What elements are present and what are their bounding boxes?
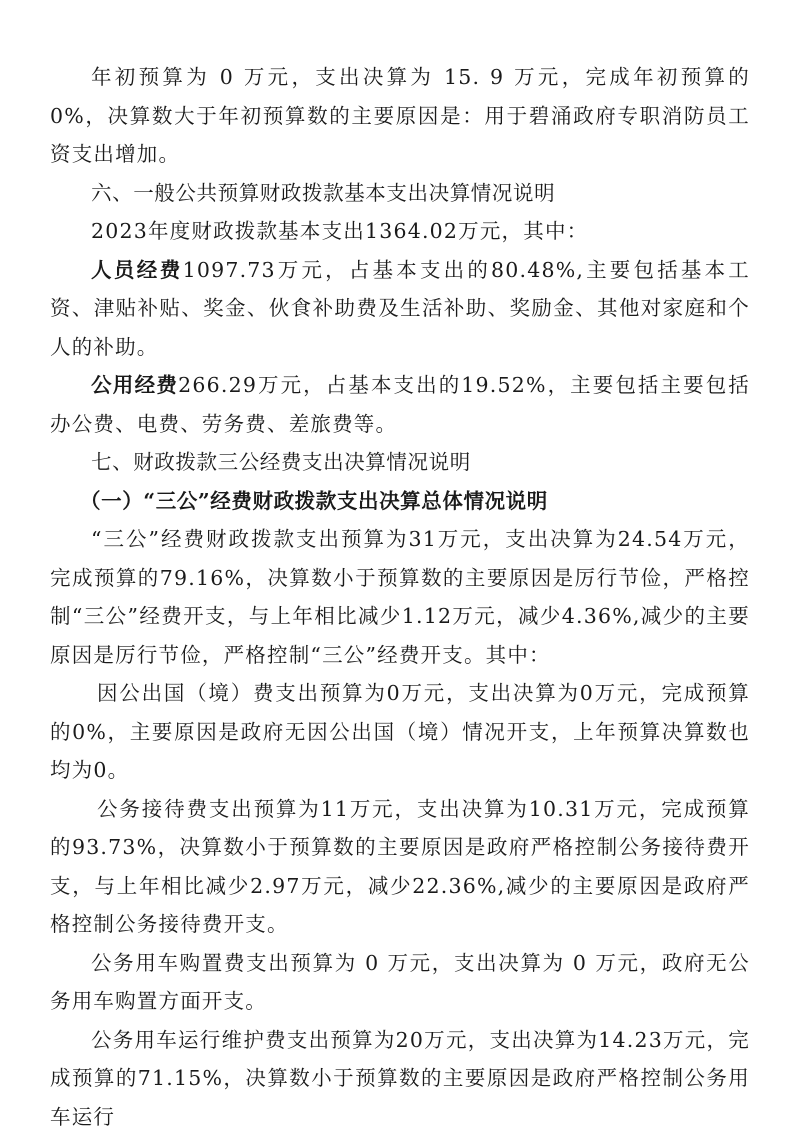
paragraph-three-public-overall: “三公”经费财政拨款支出预算为31万元，支出决算为24.54万元，完成预算的79.16%，决算数小于预算数的主要原因是厉行节俭，严格控制“三公”经费开支，与上年相比减少1.12万元，减少4.36%,减少的主要原因是厉行节俭，严格控制“三公”经费开支。其中： (50, 520, 750, 674)
public-expenses-label: 公用经费 (91, 373, 178, 397)
paragraph-personnel-expenses (50, 251, 750, 367)
paragraph-budget-fire-staff: 年初预算为 0 万元，支出决算为 15. 9 万元，完成年初预算的 0%，决算数大于年初预算数的主要原因是：用于碧涌政府专职消防员工资支出增加。 (50, 58, 750, 174)
section-heading-7: 七、财政拨款三公经费支出决算情况说明 (50, 443, 750, 482)
paragraph-vehicle-purchase: 公务用车购置费支出预算为 0 万元，支出决算为 0 万元，政府无公务用车购置方面开支。 (50, 944, 750, 1021)
subsection-heading-7-1: （一）“三公”经费财政拨款支出决算总体情况说明 (50, 482, 750, 521)
paragraph-overseas-travel: 因公出国（境）费支出预算为0万元，支出决算为0万元，完成预算的0%，主要原因是政府无因公出国（境）情况开支，上年预算决算数也均为0。 (50, 674, 750, 790)
personnel-expenses-text: 1097.73万元，占基本支出的80.48%,主要包括基本工资、津贴补贴、奖金、伙食补助费及生活补助、奖励金、其他对家庭和个人的补助。 (50, 258, 750, 359)
paragraph-official-reception: 公务接待费支出预算为11万元，支出决算为10.31万元，完成预算的93.73%，决算数小于预算数的主要原因是政府严格控制公务接待费开支，与上年相比减少2.97万元，减少22.36%,减少的主要原因是政府严格控制公务接待费开支。 (50, 790, 750, 944)
personnel-expenses-label: 人员经费 (91, 258, 183, 282)
paragraph-vehicle-operation: 公务用车运行维护费支出预算为20万元，支出决算为14.23万元，完成预算的71.15%，决算数小于预算数的主要原因是政府严格控制公务用车运行 (50, 1021, 750, 1136)
section-heading-6: 六、一般公共预算财政拨款基本支出决算情况说明 (50, 174, 750, 213)
paragraph-basic-expenditure: 2023年度财政拨款基本支出1364.02万元，其中： (50, 212, 750, 251)
paragraph-public-expenses (50, 366, 750, 443)
document-page (50, 58, 750, 1136)
public-expenses-text: 266.29万元，占基本支出的19.52%，主要包括主要包括办公费、电费、劳务费、差旅费等。 (50, 373, 750, 436)
